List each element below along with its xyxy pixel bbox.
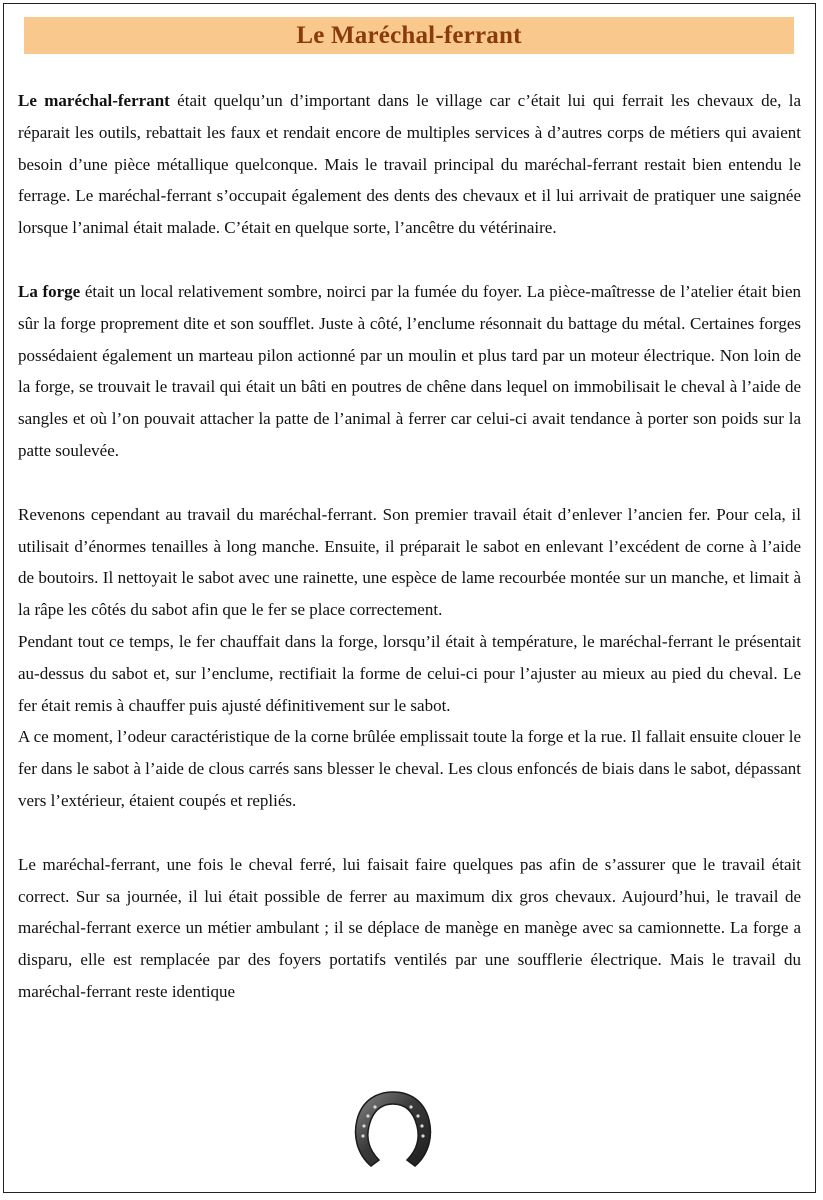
paragraph-lead: Le maréchal-ferrant [18,91,170,110]
paragraph-lead: La forge [18,281,81,301]
paragraph-text: Pendant tout ce temps, le fer chauffait dans la forge, lorsqu’il était à température, le maréchal-ferrant le présentait au-dessus du sabot et, sur l’enclume, rectifiait la forme de celui-ci pour l’ajuster au mieux au pied du cheval. Le fer était remis à chauffer puis ajusté définitivement sur le sabot. [18,631,801,715]
page-title: Le Maréchal-ferrant [296,21,522,49]
paragraph [18,626,801,721]
paragraph [18,499,801,626]
paragraph [18,849,801,1008]
paragraph [18,721,801,816]
section-conclusion [18,849,801,1008]
paragraph-text: était un local relativement sombre, noirci par la fumée du foyer. La pièce-maîtresse de l’atelier était bien sûr la forge proprement dite et son soufflet. Juste à côté, l’enclume résonnait du battage du métal. Certaines forges possédaient également un marteau pilon actionné par un moulin et plus tard par un moteur électrique. Non loin de la forge, se trouvait le travail qui était un bâti en poutres de chêne dans lequel on immobilisait le cheval à l’aide de sangles et où l’on pouvait attacher la patte de l’animal à ferrer car celui-ci avait tendance à porter son poids sur la patte soulevée. [18,281,801,460]
article-body [18,85,801,1008]
horseshoe-icon [351,1088,435,1170]
paragraph-text: Revenons cependant au travail du maréchal-ferrant. Son premier travail était d’enlever l’ancien fer. Pour cela, il utilisait d’énormes tenailles à long manche. Ensuite, il préparait le sabot en enlevant l’excédent de corne à l’aide de boutoirs. Il nettoyait le sabot avec une rainette, une espèce de lame recourbée montée sur un manche, et limait à la râpe les côtés du sabot afin que le fer se place correctement. [18,504,801,620]
paragraph [18,276,801,467]
section-gap [18,817,801,849]
section-gap [18,467,801,499]
paragraph-text: Le maréchal-ferrant, une fois le cheval ferré, lui faisait faire quelques pas afin de s’assurer que le travail était correct. Sur sa journée, il lui était possible de ferrer au maximum dix gros chevaux. Aujourd’hui, le travail de maréchal-ferrant exerce un métier ambulant ; il se déplace de manège en manège avec sa camionnette. La forge a disparu, elle est remplacée par des foyers portatifs ventilés par une soufflerie électrique. Mais le travail du maréchal-ferrant reste identique [18,854,801,1001]
title-banner [24,17,794,54]
section-gap [18,244,801,276]
section-travail [18,499,801,817]
section-forge [18,276,801,467]
paragraph [18,85,801,244]
paragraph-text: était quelqu’un d’important dans le village car c’était lui qui ferrait les chevaux de, la réparait les outils, rebattait les faux et rendait encore de multiples services à d’autres corps de métiers qui avaient besoin d’une pièce métallique quelconque. Mais le travail principal du maréchal-ferrant restait bien entendu le ferrage. Le maréchal-ferrant s’occupait également des dents des chevaux et il lui arrivait de pratiquer une saignée lorsque l’animal était malade. C’était en quelque sorte, l’ancêtre du vétérinaire. [18,91,801,238]
paragraph-text: A ce moment, l’odeur caractéristique de la corne brûlée emplissait toute la forge et la rue. Il fallait ensuite clouer le fer dans le sabot à l’aide de clous carrés sans blesser le cheval. Les clous enfoncés de biais dans le sabot, dépassant vers l’extérieur, étaient coupés et repliés. [18,727,801,810]
section-marechal [18,85,801,244]
